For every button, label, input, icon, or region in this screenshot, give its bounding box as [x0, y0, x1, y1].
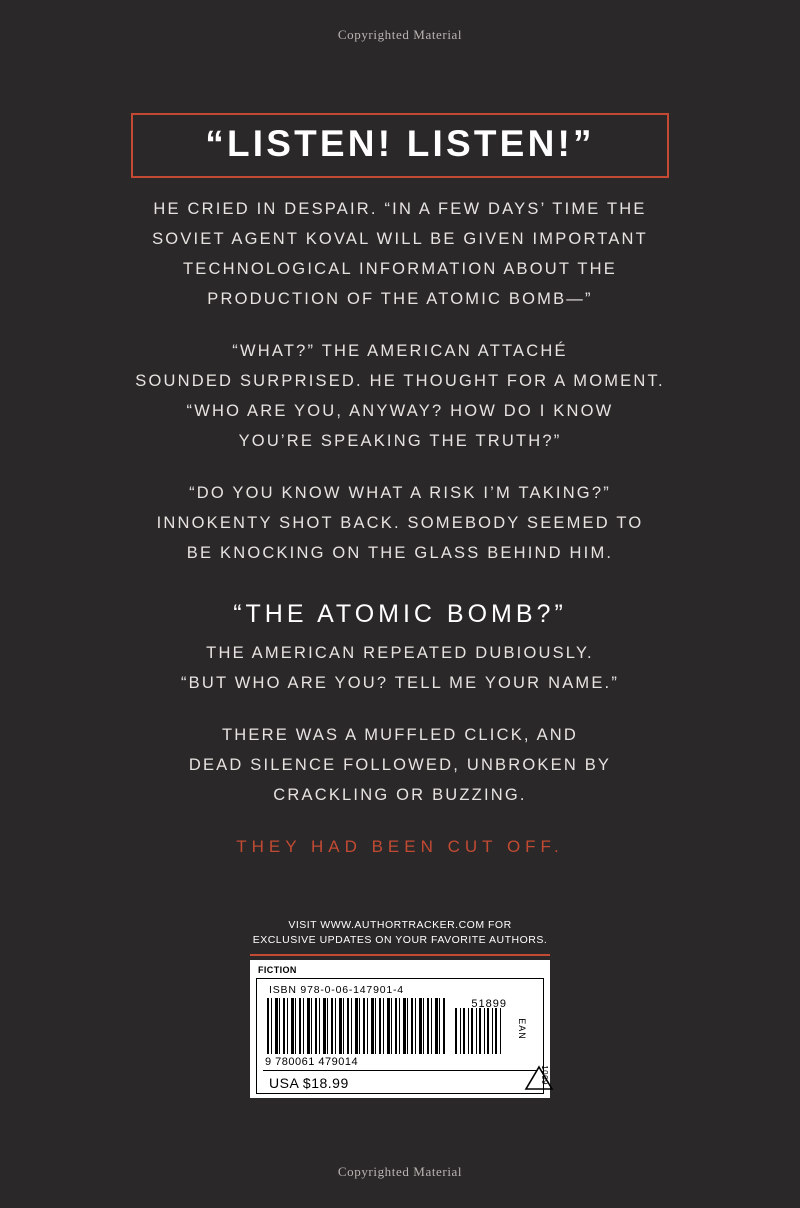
author-tracker-line-2: EXCLUSIVE UPDATES ON YOUR FAVORITE AUTHORS.	[252, 933, 548, 946]
emphasis-line-1: THE AMERICAN REPEATED DUBIOUSLY.	[206, 643, 594, 662]
barcode-code-label: 1009	[540, 1065, 549, 1085]
copyright-top-label: Copyrighted Material	[337, 27, 463, 42]
paragraph-1-line-1: HE CRIED IN DESPAIR. “IN A FEW DAYS’ TIME THE	[153, 199, 647, 218]
emphasis-line-2: “BUT WHO ARE YOU? TELL ME YOUR NAME.”	[180, 673, 620, 692]
paragraph-2-line-1: “WHAT?” THE AMERICAN ATTACHÉ	[232, 341, 568, 360]
paragraph-3-line-1: “DO YOU KNOW WHAT A RISK I’M TAKING?”	[189, 483, 611, 502]
isbn-text: ISBN 978-0-06-147901-4	[269, 983, 404, 996]
paragraph-3-line-2: INNOKENTY SHOT BACK. SOMEBODY SEEMED TO	[156, 513, 644, 532]
copyright-bottom-label: Copyrighted Material	[337, 1164, 463, 1179]
ean-label: EAN	[517, 1018, 528, 1040]
barcode-addon-digits: 51899	[471, 997, 507, 1010]
emphasis-big-line: “THE ATOMIC BOMB?”	[233, 599, 567, 628]
paragraph-2-line-3: “WHO ARE YOU, ANYWAY? HOW DO I KNOW	[186, 401, 614, 420]
author-tracker-block	[250, 918, 550, 956]
paragraph-1-line-3: TECHNOLOGICAL INFORMATION ABOUT THE	[183, 259, 617, 278]
excerpt-body	[95, 194, 705, 862]
barcode-human-readable: 9 780061 479014	[265, 1055, 359, 1068]
recycle-triangle-icon	[511, 1065, 537, 1087]
paragraph-3	[95, 478, 705, 568]
barcode-bars	[267, 998, 445, 1054]
paragraph-1-line-4: PRODUCTION OF THE ATOMIC BOMB—”	[207, 289, 593, 308]
barcode-genre-label: FICTION	[258, 964, 297, 975]
paragraph-emphasis	[95, 594, 705, 698]
price-label: USA $18.99	[263, 1070, 537, 1093]
closing-line-3: CRACKLING OR BUZZING.	[273, 785, 527, 804]
paragraph-closing	[95, 720, 705, 810]
headline-box	[131, 113, 669, 178]
paragraph-2-line-2: SOUNDED SURPRISED. HE THOUGHT FOR A MOMENT.	[135, 371, 665, 390]
paragraph-3-line-3: BE KNOCKING ON THE GLASS BEHIND HIM.	[186, 543, 614, 562]
paragraph-2	[95, 336, 705, 456]
closing-line-1: THERE WAS A MUFFLED CLICK, AND	[221, 725, 579, 744]
headline-text: “LISTEN! LISTEN!”	[205, 123, 595, 164]
closing-line-2: DEAD SILENCE FOLLOWED, UNBROKEN BY	[188, 755, 612, 774]
paragraph-1-line-2: SOVIET AGENT KOVAL WILL BE GIVEN IMPORTANT	[152, 229, 648, 248]
tracker-divider	[250, 954, 550, 956]
cutoff-line: THEY HAD BEEN CUT OFF.	[236, 836, 564, 856]
barcode-inner	[256, 978, 549, 1094]
paragraph-2-line-4: YOU’RE SPEAKING THE TRUTH?”	[238, 431, 562, 450]
author-tracker-line-1: VISIT WWW.AUTHORTRACKER.COM FOR	[288, 918, 512, 931]
barcode-bars-row	[263, 998, 537, 1064]
barcode-price-addon-bars	[455, 1008, 501, 1054]
barcode-panel	[250, 960, 550, 1098]
paragraph-1	[95, 194, 705, 314]
